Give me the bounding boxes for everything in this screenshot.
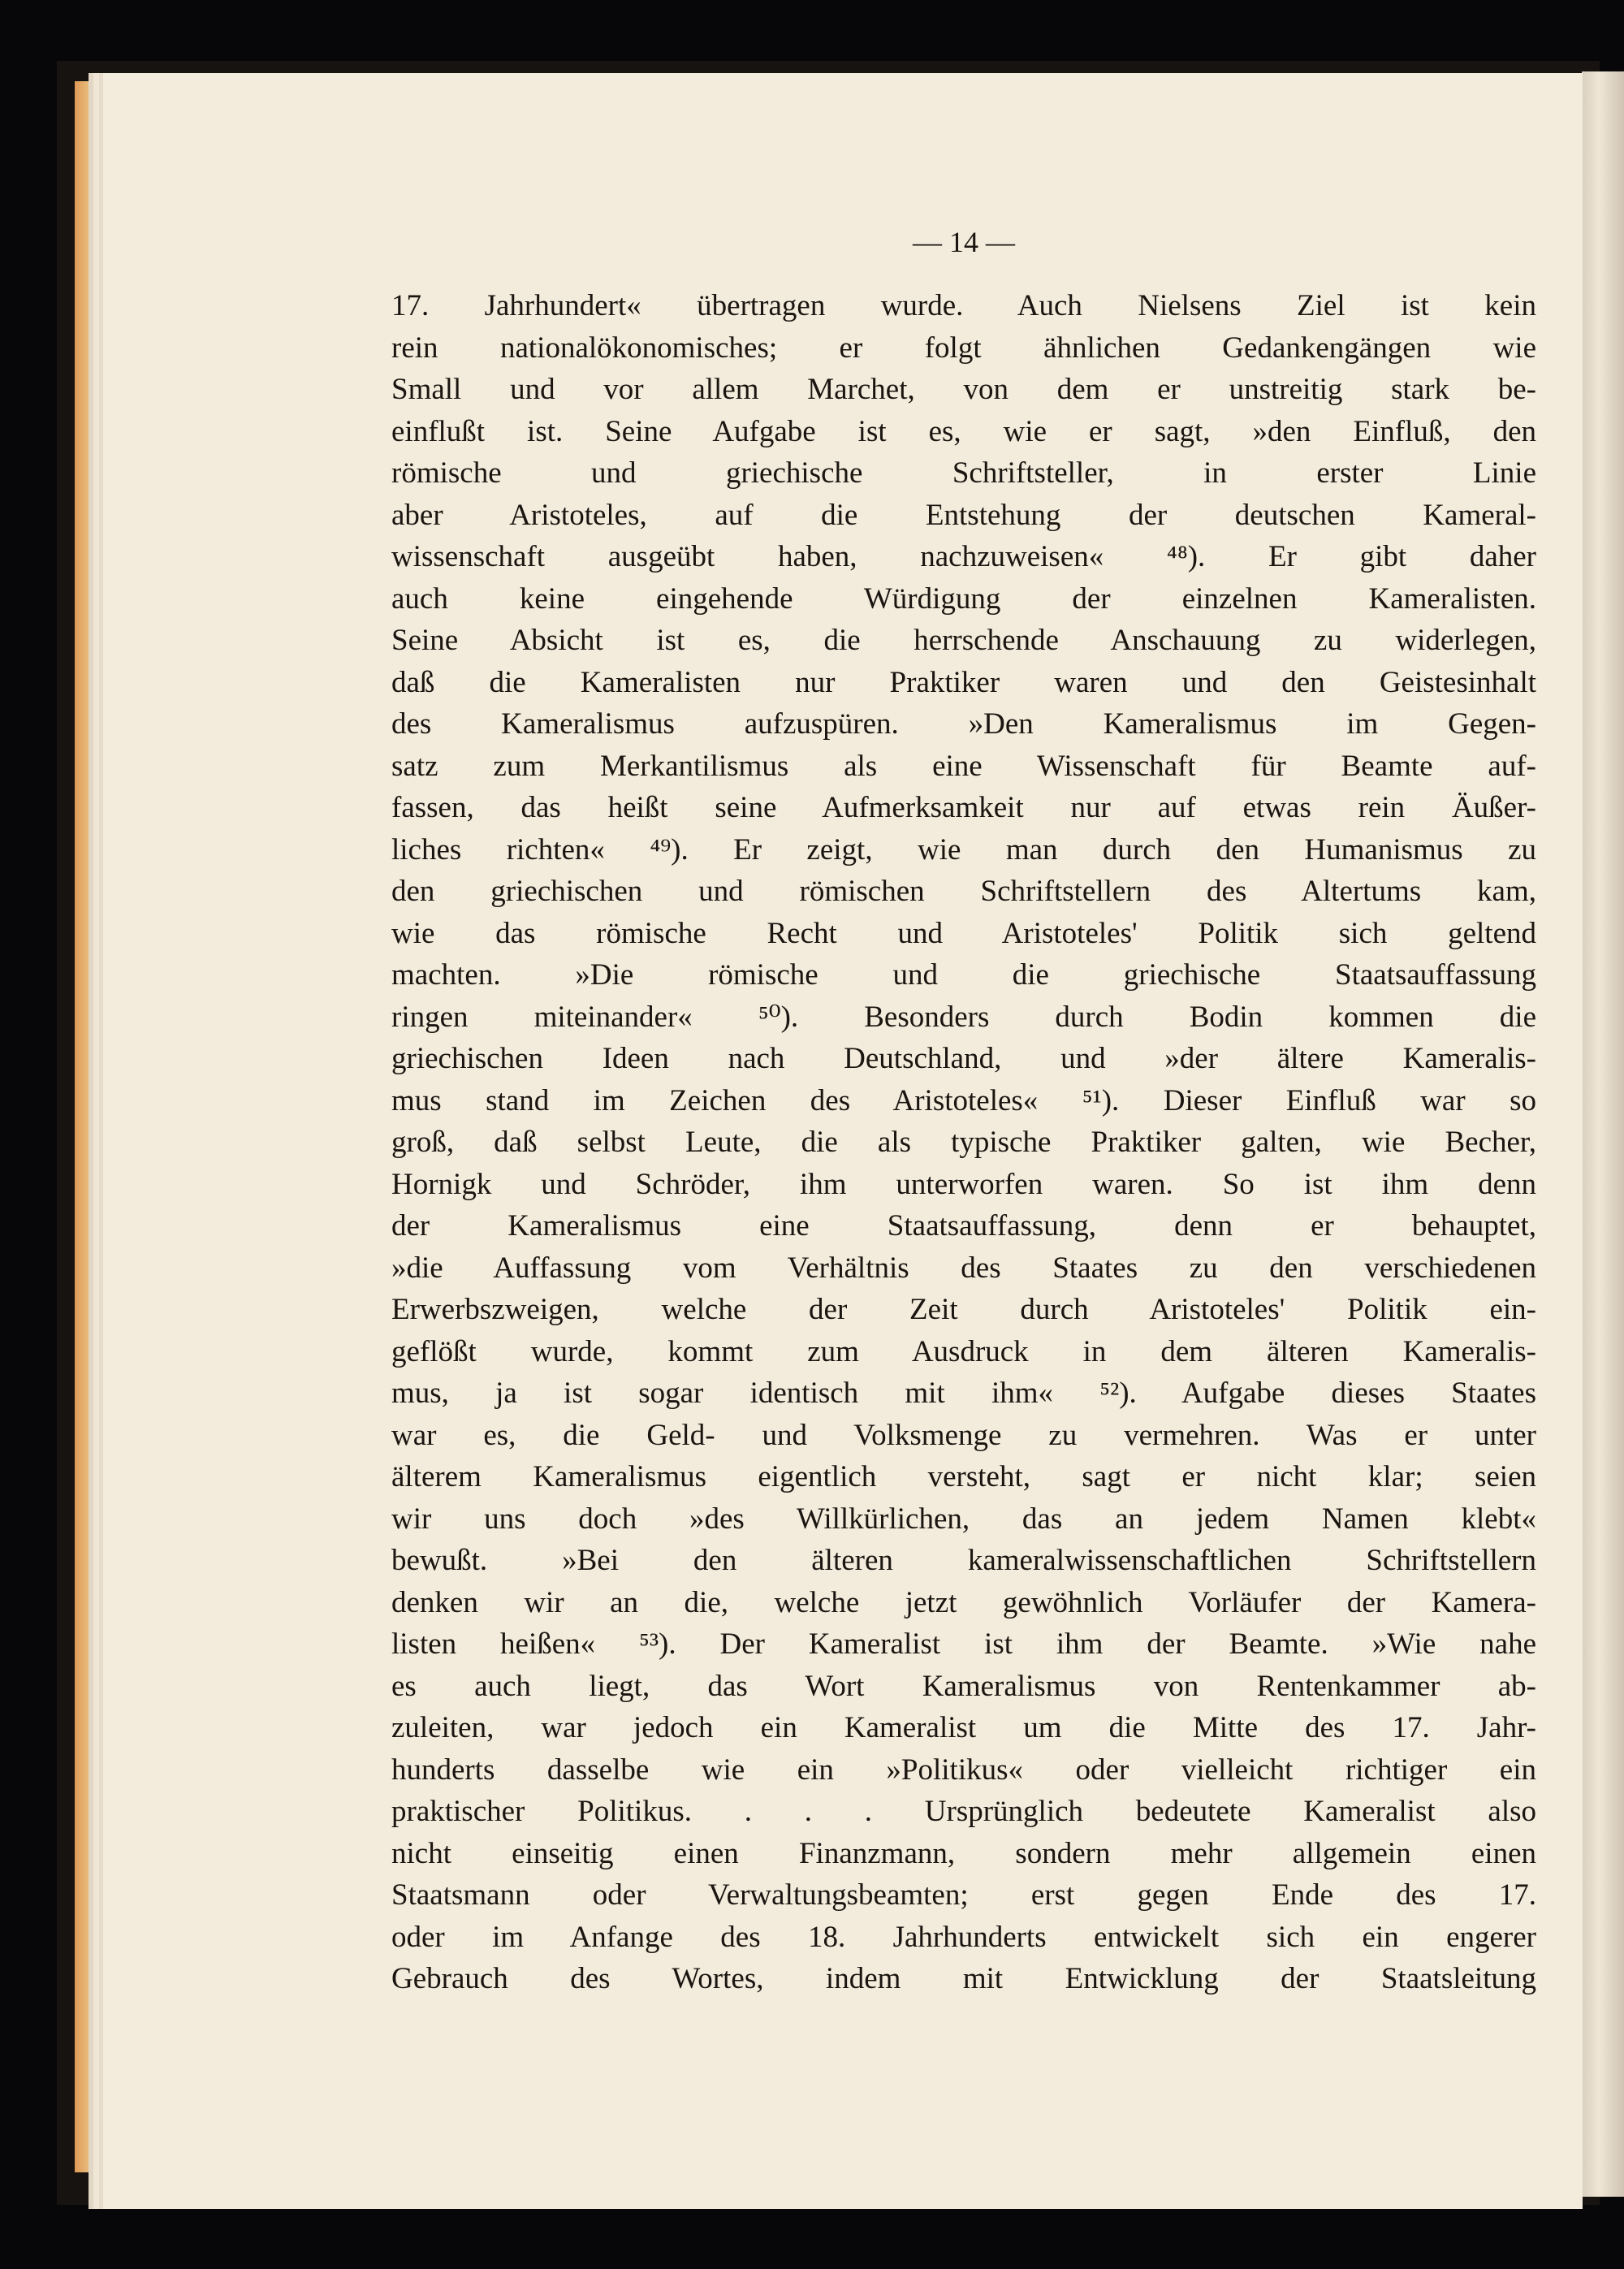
text-line: mus stand im Zeichen des Aristoteles« ⁵¹). Dieser Einfluß war so xyxy=(391,1083,1536,1117)
text-line: zuleiten, war jedoch ein Kameralist um die Mitte des 17. Jahr- xyxy=(391,1711,1536,1744)
text-line: oder im Anfange des 18. Jahrhunderts entwickelt sich ein engerer xyxy=(391,1920,1536,1954)
text-line: war es, die Geld- und Volksmenge zu vermehren. Was er unter xyxy=(391,1418,1536,1452)
text-line: satz zum Merkantilismus als eine Wissenschaft für Beamte auf- xyxy=(391,749,1536,783)
text-line: 17. Jahrhundert« übertragen wurde. Auch Nielsens Ziel ist kein xyxy=(391,289,1536,322)
facing-page-edge xyxy=(1582,71,1624,2197)
text-line: der Kameralismus eine Staatsauffassung, denn er behauptet, xyxy=(391,1209,1536,1243)
text-line: geflößt wurde, kommt zum Ausdruck in dem älteren Kameralis- xyxy=(391,1334,1536,1368)
text-line: listen heißen« ⁵³). Der Kameralist ist ihm der Beamte. »Wie nahe xyxy=(391,1627,1536,1661)
text-line: älterem Kameralismus eigentlich versteht, sagt er nicht klar; seien xyxy=(391,1460,1536,1493)
text-line: auch keine eingehende Würdigung der einzelnen Kameralisten. xyxy=(391,581,1536,616)
text-line: den griechischen und römischen Schriftstellern des Altertums kam, xyxy=(391,875,1536,908)
text-line: hunderts dasselbe wie ein »Politikus« oder vielleicht richtiger ein xyxy=(391,1753,1536,1787)
text-line: praktischer Politikus. . . . Ursprünglich bedeutete Kameralist also xyxy=(391,1795,1536,1828)
text-line: des Kameralismus aufzuspüren. »Den Kameralismus im Gegen- xyxy=(391,707,1536,741)
text-line: groß, daß selbst Leute, die als typische Praktiker galten, wie Becher, xyxy=(391,1126,1536,1159)
text-line: Seine Absicht ist es, die herrschende Anschauung zu widerlegen, xyxy=(391,624,1536,657)
text-line: aber Aristoteles, auf die Entstehung der deutschen Kameral- xyxy=(391,498,1536,532)
text-line: einflußt ist. Seine Aufgabe ist es, wie er sagt, »den Einfluß, den xyxy=(391,414,1536,448)
text-line: liches richten« ⁴⁹). Er zeigt, wie man durch den Humanismus zu xyxy=(391,832,1536,867)
text-line: wie das römische Recht und Aristoteles' Politik sich geltend xyxy=(391,916,1536,950)
text-line: griechischen Ideen nach Deutschland, und »der ältere Kameralis- xyxy=(391,1042,1536,1075)
text-line: bewußt. »Bei den älteren kameralwissenschaftlichen Schriftstellern xyxy=(391,1544,1536,1577)
text-line: wir uns doch »des Willkürlichen, das an jedem Namen klebt« xyxy=(391,1502,1536,1536)
text-line: »die Auffassung vom Verhältnis des Staates zu den verschiedenen xyxy=(391,1251,1536,1285)
book-page xyxy=(103,73,1583,2209)
text-line: machten. »Die römische und die griechische Staatsauffassung xyxy=(391,958,1536,992)
body-text xyxy=(391,285,1536,2000)
text-line: denken wir an die, welche jetzt gewöhnlich Vorläufer der Kamera- xyxy=(391,1585,1536,1619)
text-line: fassen, das heißt seine Aufmerksamkeit nur auf etwas rein Äußer- xyxy=(391,791,1536,824)
text-line: Staatsmann oder Verwaltungsbeamten; erst gegen Ende des 17. xyxy=(391,1878,1536,1912)
text-line: Erwerbszweigen, welche der Zeit durch Aristoteles' Politik ein- xyxy=(391,1293,1536,1326)
page-content xyxy=(391,227,1536,2000)
text-line: rein nationalökonomisches; er folgt ähnlichen Gedankengängen wie xyxy=(391,331,1536,365)
text-line: mus, ja ist sogar identisch mit ihm« ⁵²). Aufgabe dieses Staates xyxy=(391,1377,1536,1410)
text-line: Gebrauch des Wortes, indem mit Entwicklung der Staatsleitung xyxy=(391,1962,1536,1995)
page-number: — 14 — xyxy=(913,226,1015,258)
page-stack-edge xyxy=(75,81,107,2172)
text-line: es auch liegt, das Wort Kameralismus von Rentenkammer ab- xyxy=(391,1669,1536,1703)
text-line: römische und griechische Schriftsteller, in erster Linie xyxy=(391,456,1536,490)
text-line: wissenschaft ausgeübt haben, nachzuweisen« ⁴⁸). Er gibt daher xyxy=(391,540,1536,573)
text-line: nicht einseitig einen Finanzmann, sondern mehr allgemein einen xyxy=(391,1836,1536,1870)
text-line: Hornigk und Schröder, ihm unterworfen waren. So ist ihm denn xyxy=(391,1167,1536,1201)
text-line: ringen miteinander« ⁵⁰). Besonders durch Bodin kommen die xyxy=(391,1000,1536,1034)
text-line: Small und vor allem Marchet, von dem er unstreitig stark be- xyxy=(391,373,1536,406)
text-line: daß die Kameralisten nur Praktiker waren und den Geistesinhalt xyxy=(391,665,1536,699)
